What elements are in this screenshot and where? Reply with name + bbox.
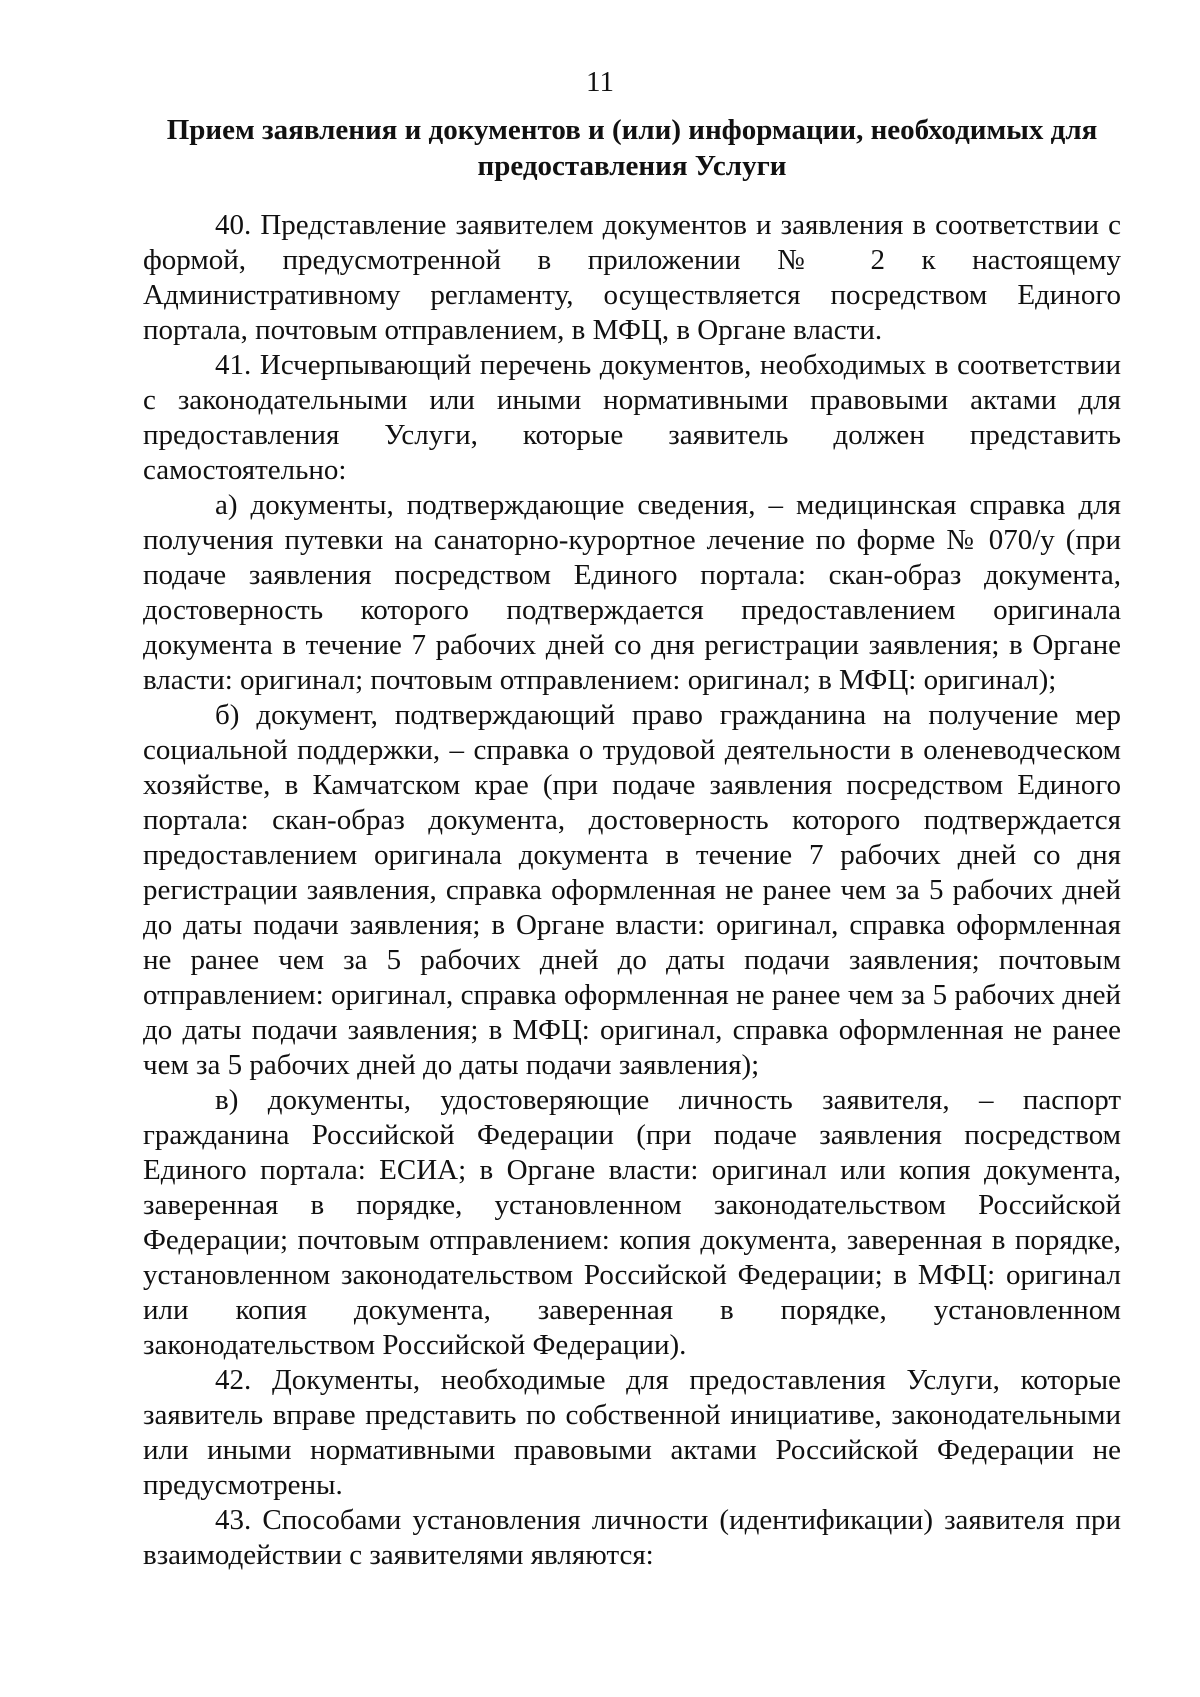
section-heading-line-2: предоставления Услуги: [477, 150, 787, 182]
page-number: 11: [586, 66, 614, 98]
paragraph-42: 42. Документы, необходимые для предоставления Услуги, которые заявитель вправе представить по собственной инициативе, законодательными или иными нормативными правовыми актами Российской Федерации не предусмотрены.: [143, 1364, 1121, 1501]
section-heading: [143, 112, 1121, 184]
paragraph-43: 43. Способами установления личности (идентификации) заявителя при взаимодействии с заявителями являются:: [143, 1504, 1121, 1571]
paragraph-41-item-a: а) документы, подтверждающие сведения, – медицинская справка для получения путевки на санаторно-курортное лечение по форме № 070/у (при подаче заявления посредством Единого портала: скан-образ документа, достоверность которого подтверждается предоставлением оригинала документа в течение 7 рабочих дней со дня регистрации заявления; в Органе власти: оригинал; почтовым отправлением: оригинал; в МФЦ: оригинал);: [143, 489, 1121, 696]
document-body: [143, 208, 1121, 1573]
section-heading-line-1: Прием заявления и документов и (или) информации, необходимых для: [166, 114, 1098, 146]
paragraph-41-item-v: в) документы, удостоверяющие личность заявителя, – паспорт гражданина Российской Федерации (при подаче заявления посредством Единого портала: ЕСИА; в Органе власти: оригинал или копия документа, заверенная в порядке, установленном законодательством Российской Федерации; почтовым отправлением: копия документа, заверенная в порядке, установленном законодательством Российской Федерации; в МФЦ: оригинал или копия документа, заверенная в порядке, установленном законодательством Российской Федерации).: [143, 1084, 1121, 1361]
paragraph-40: 40. Представление заявителем документов и заявления в соответствии с формой, предусмотренной в приложении № 2 к настоящему Административному регламенту, осуществляется посредством Единого портала, почтовым отправлением, в МФЦ, в Органе власти.: [143, 209, 1121, 346]
paragraph-41: 41. Исчерпывающий перечень документов, необходимых в соответствии с законодательными или иными нормативными правовыми актами для предоставления Услуги, которые заявитель должен представить самостоятельно:: [143, 349, 1121, 486]
paragraph-41-item-b: б) документ, подтверждающий право гражданина на получение мер социальной поддержки, – справка о трудовой деятельности в оленеводческом хозяйстве, в Камчатском крае (при подаче заявления посредством Единого портала: скан-образ документа, достоверность которого подтверждается предоставлением оригинала документа в течение 7 рабочих дней со дня регистрации заявления, справка оформленная не ранее чем за 5 рабочих дней до даты подачи заявления; в Органе власти: оригинал, справка оформленная не ранее чем за 5 рабочих дней до даты подачи заявления; почтовым отправлением: оригинал, справка оформленная не ранее чем за 5 рабочих дней до даты подачи заявления; в МФЦ: оригинал, справка оформленная не ранее чем за 5 рабочих дней до даты подачи заявления);: [143, 699, 1121, 1081]
